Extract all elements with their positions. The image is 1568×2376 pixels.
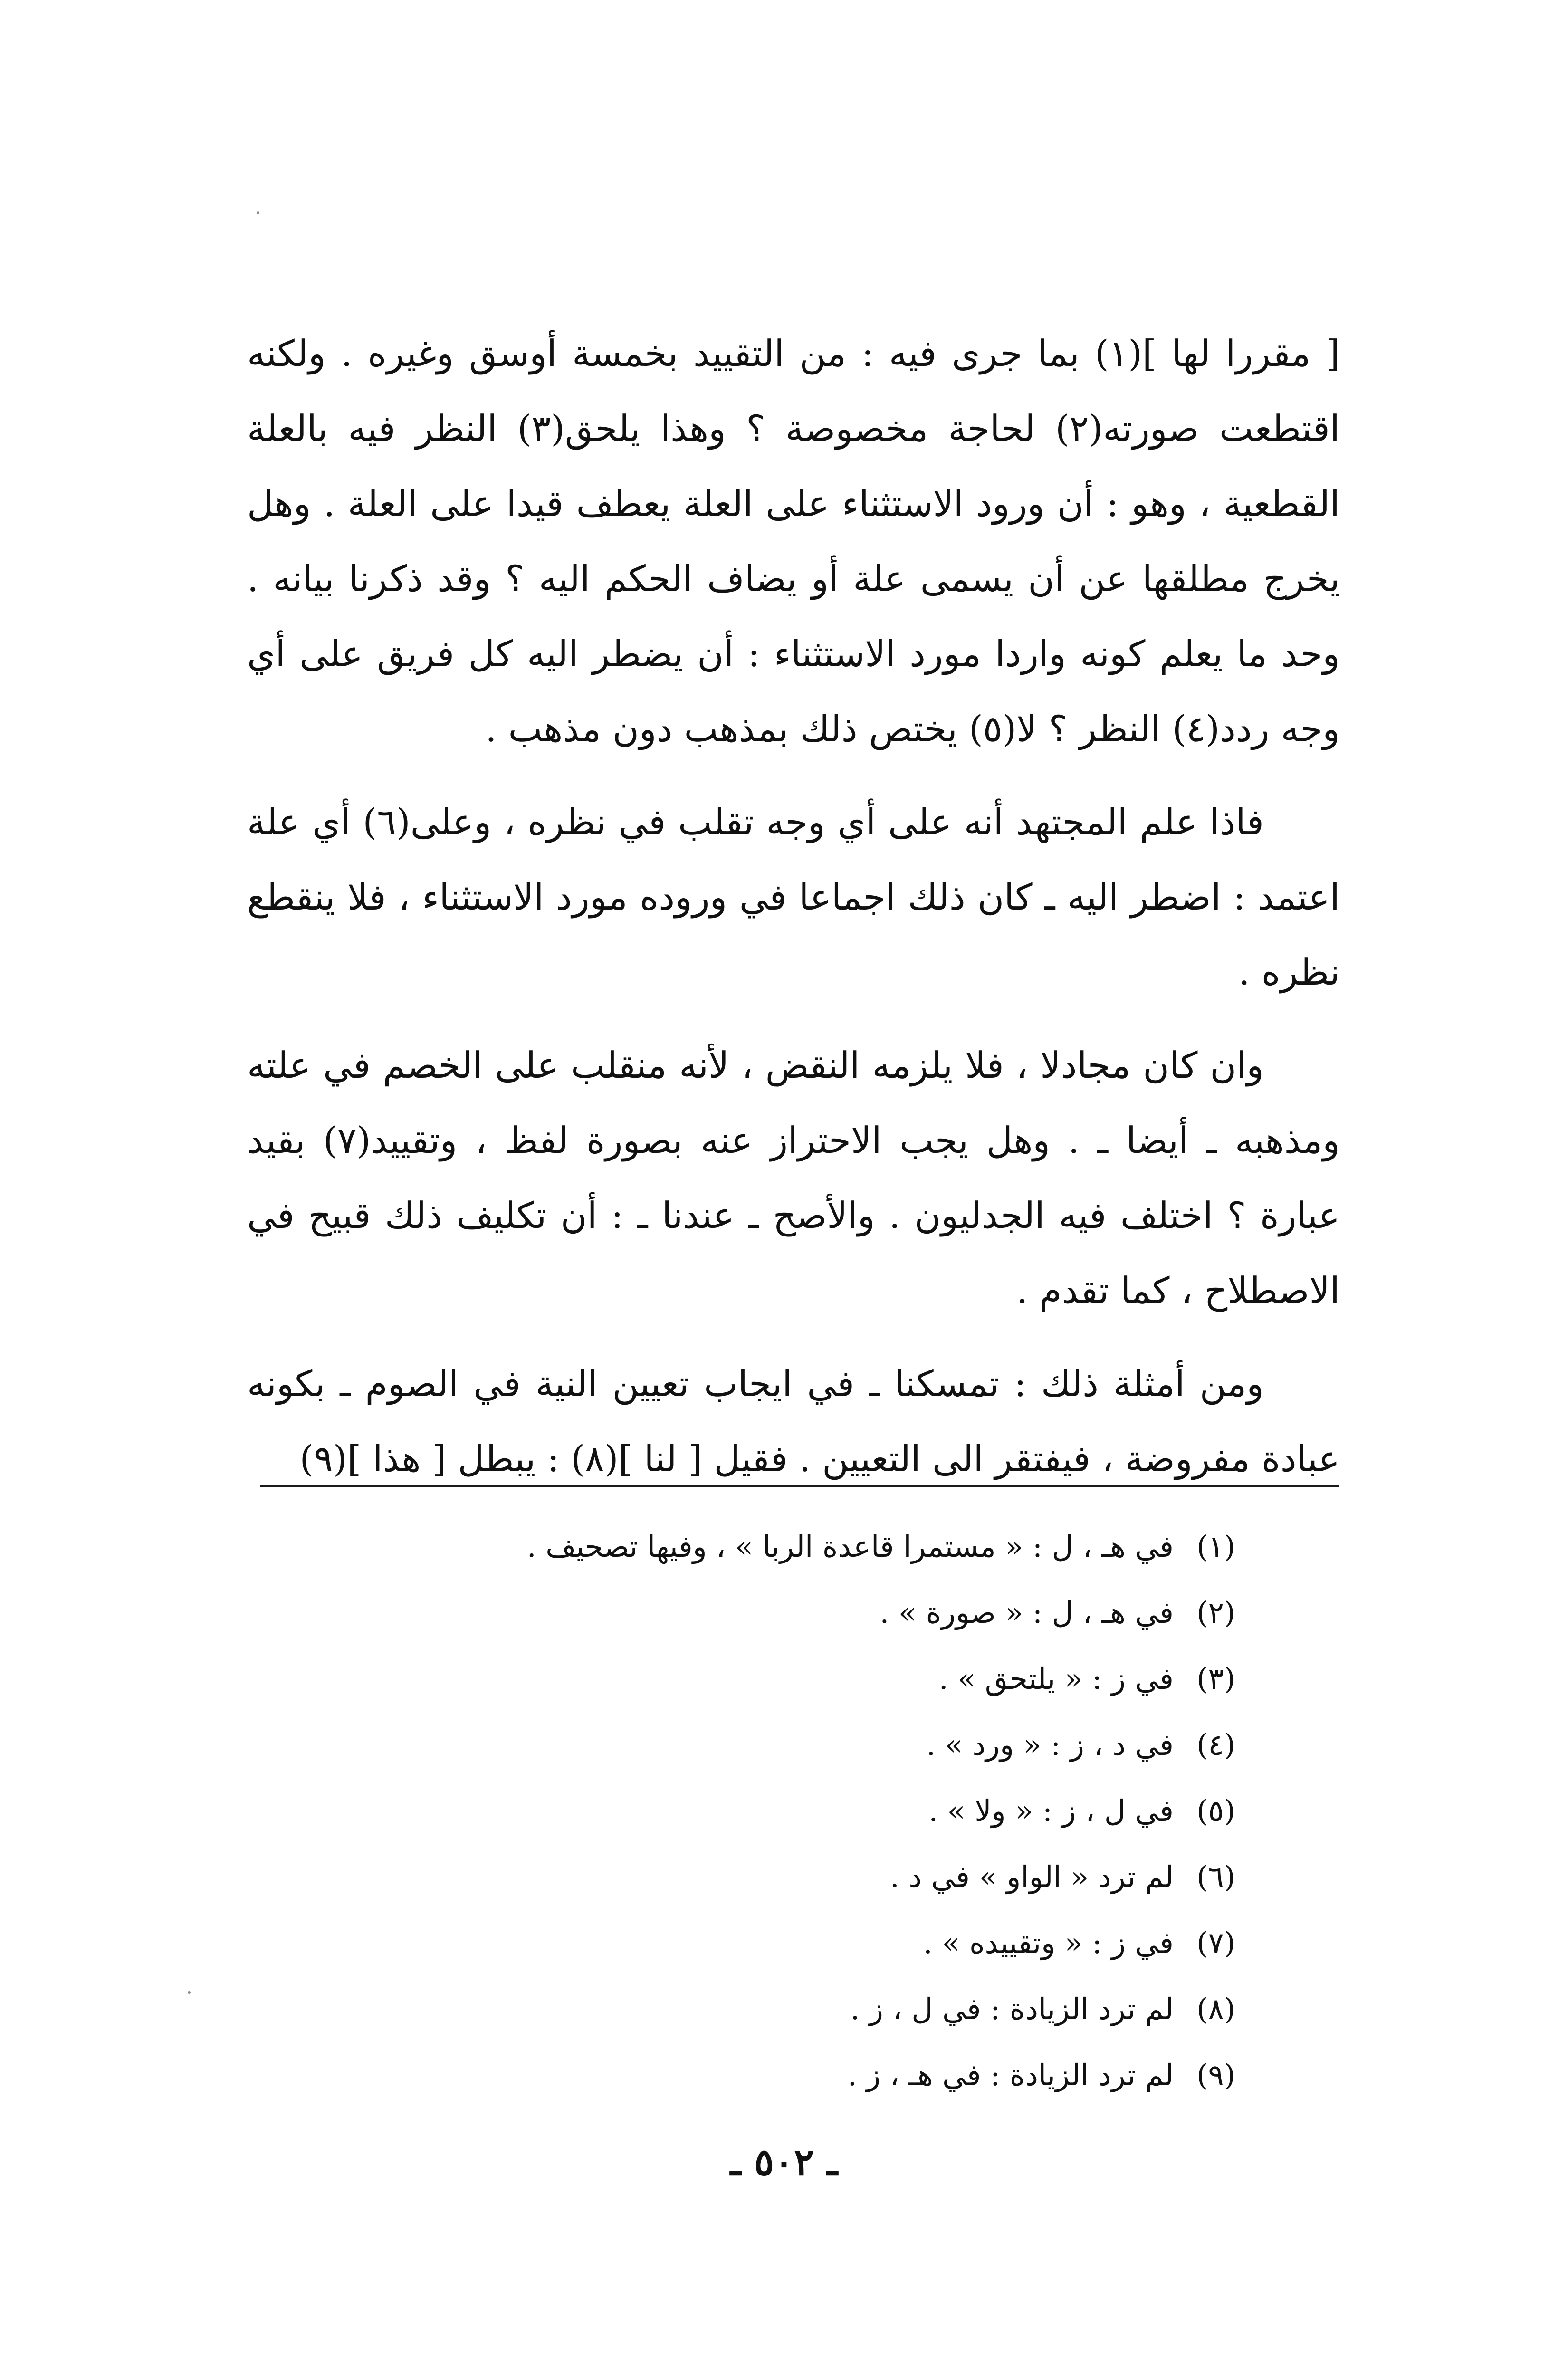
scan-speck xyxy=(257,211,259,214)
footnote-text: في هـ ، ل : « مستمرا قاعدة الربا » ، وفيها تصحيف . xyxy=(526,1529,1174,1564)
footnote xyxy=(285,1778,1245,1844)
footnote-number: (٨) xyxy=(1196,1992,1235,2026)
footnote-number: (١) xyxy=(1196,1529,1235,1564)
footnote-number: (٣) xyxy=(1196,1661,1235,1696)
footnotes-list xyxy=(285,1514,1245,2108)
footnote-text: في ز : « يلتحق » . xyxy=(938,1661,1174,1696)
scan-speck xyxy=(188,1991,191,1994)
paragraph: ومن أمثلة ذلك : تمسكنا ـ في ايجاب تعيين النية في الصوم ـ بكونه عبادة مفروضة ، فيفتقر الى التعيين . فقيل [ لنا ](٨) : يبطل [ هذا ](٩) xyxy=(247,1362,1340,1480)
footnote-number: (٦) xyxy=(1196,1859,1235,1894)
footnote xyxy=(285,1844,1245,1910)
footnote-divider xyxy=(260,1485,1339,1487)
footnote-number: (٢) xyxy=(1196,1595,1235,1630)
footnote xyxy=(285,1646,1245,1712)
footnote-text: في هـ ، ل : « صورة » . xyxy=(880,1595,1174,1630)
footnote xyxy=(285,1580,1245,1646)
footnote xyxy=(285,1910,1245,1976)
footnote-number: (٩) xyxy=(1196,2058,1235,2092)
footnote-number: (٥) xyxy=(1196,1793,1235,1828)
footnote xyxy=(285,1712,1245,1778)
paragraph: [ مقررا لها ](١) بما جرى فيه : من التقييد بخمسة أوسق وغيره . ولكنه اقتطعت صورته(٢) لحاجة مخصوصة ؟ وهذا يلحق(٣) النظر فيه بالعلة القطعية ، وهو : أن ورود الاستثناء على العلة يعطف قيدا على العلة . وهل يخرج مطلقها عن أن يسمى علة أو يضاف الحكم اليه ؟ وقد ذكرنا بيانه . وحد ما يعلم كونه واردا مورد الاستثناء : أن يضطر اليه كل فريق على أي وجه ردد(٤) النظر ؟ لا(٥) يختص ذلك بمذهب دون مذهب . xyxy=(247,332,1340,750)
footnote-text: في د ، ز : « ورد » . xyxy=(926,1727,1174,1762)
footnote-number: (٧) xyxy=(1196,1926,1235,1960)
paragraph: وان كان مجادلا ، فلا يلزمه النقض ، لأنه منقلب على الخصم في علته ومذهبه ـ أيضا ـ . وهل يجب الاحتراز عنه بصورة لفظ ، وتقييد(٧) بقيد عبارة ؟ اختلف فيه الجدليون . والأصح ـ عندنا ـ : أن تكليف ذلك قبيح في الاصطلاح ، كما تقدم . xyxy=(247,1044,1340,1312)
footnote-number: (٤) xyxy=(1196,1727,1235,1762)
main-text xyxy=(247,316,1340,1496)
footnote xyxy=(285,2042,1245,2108)
footnote-text: في ل ، ز : « ولا » . xyxy=(928,1793,1174,1828)
footnote xyxy=(285,1976,1245,2042)
page-number: ـ ٥٠٢ ـ xyxy=(730,2141,838,2184)
footnote-text: لم ترد الزيادة : في ل ، ز . xyxy=(850,1992,1174,2026)
footnote-text: في ز : « وتقييده » . xyxy=(923,1926,1174,1960)
footnote xyxy=(285,1514,1245,1580)
footnote-text: لم ترد « الواو » في د . xyxy=(890,1859,1174,1894)
footnote-text: لم ترد الزيادة : في هـ ، ز . xyxy=(847,2058,1174,2092)
paragraph: فاذا علم المجتهد أنه على أي وجه تقلب في نظره ، وعلى(٦) أي علة اعتمد : اضطر اليه ـ كان ذلك اجماعا في وروده مورد الاستثناء ، فلا ينقطع نظره . xyxy=(247,801,1340,993)
